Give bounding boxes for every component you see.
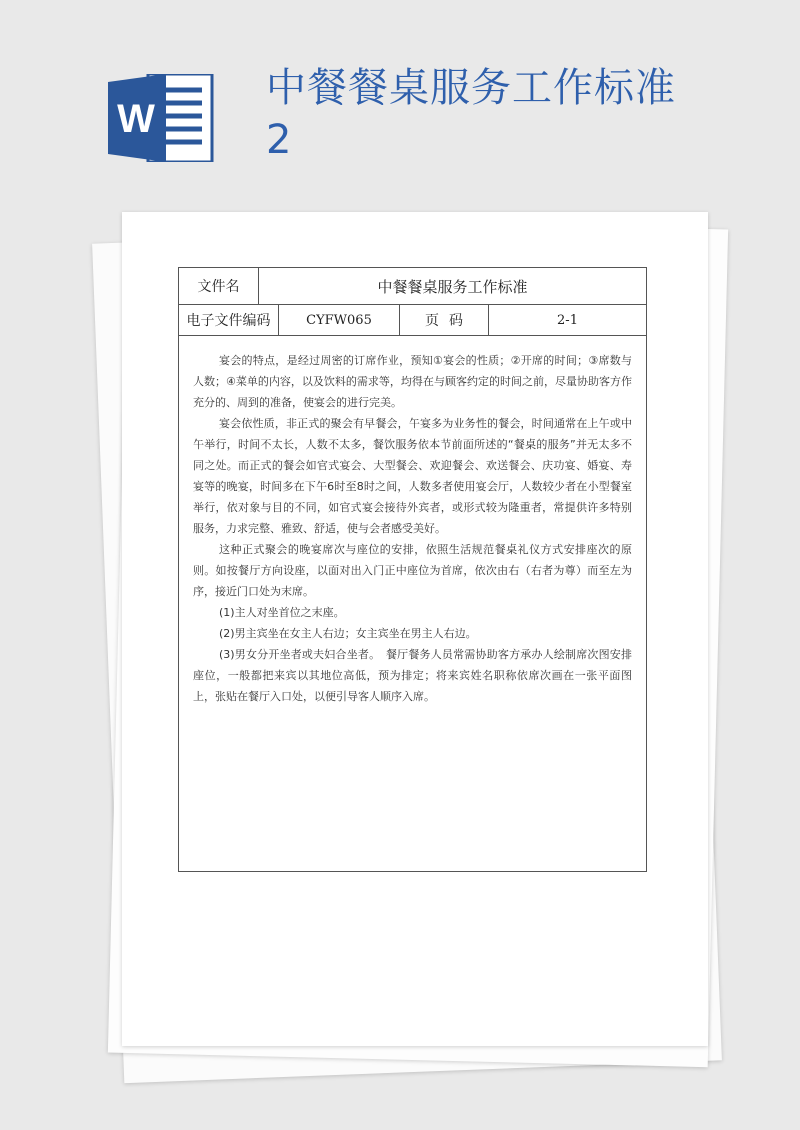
paragraph: (1)主人对坐首位之末座。 xyxy=(219,606,345,619)
table-row-file-name xyxy=(179,268,646,305)
title-line-1: 中餐餐桌服务工作标准 xyxy=(266,65,676,111)
title-line-2: 2 xyxy=(266,117,293,163)
paragraph: 宴会的特点，是经过周密的订席作业，预知①宴会的性质；②开席的时间；③席数与人数；④菜单的内容，以及饮料的需求等，均得在与顾客约定的时间之前，尽量协助客方作充分的、周到的准备，使宴会的进行完美。 xyxy=(193,354,632,409)
word-document-icon xyxy=(108,74,214,162)
paragraph: (3)男女分开坐者或夫妇合坐者。 餐厅餐务人员常需协助客方承办人绘制席次图安排座位，一般都把来宾以其地位高低，预为排定；将来宾姓名职称依席次画在一张平面图上，张贴在餐厅入口处，以便引导客人顺序入席。 xyxy=(193,648,632,703)
page-value: 2-1 xyxy=(557,312,578,328)
file-name-label: 文件名 xyxy=(179,268,259,304)
paragraph: 宴会依性质，非正式的聚会有早餐会，午宴多为业务性的餐会，时间通常在上午或中午举行，时间不太长，人数不太多，餐饮服务依本节前面所述的“餐桌的服务”并无太多不同之处。而正式的餐会如官式宴会、大型餐会、欢迎餐会、欢送餐会、庆功宴、婚宴、寿宴等的晚宴，时间多在下午6时至8时之间，人数多者使用宴会厅，人数较少者在小型餐室举行，依对象与目的不同，如官式宴会接待外宾者，或形式较为隆重者，常提供许多特别服务，力求完整、雅致、舒适，使与会者感受美好。 xyxy=(193,417,632,535)
word-icon-letter: W xyxy=(117,97,155,141)
table-row-code xyxy=(179,305,646,336)
document-title xyxy=(266,62,766,166)
document-table xyxy=(178,267,647,872)
code-value: CYFW065 xyxy=(279,305,400,335)
paragraph: (2)男主宾坐在女主人右边；女主宾坐在男主人右边。 xyxy=(219,627,477,640)
document-page xyxy=(122,212,708,1046)
document-body xyxy=(179,336,646,707)
code-label: 电子文件编码 xyxy=(179,305,279,335)
paragraph: 这种正式聚会的晚宴席次与座位的安排，依照生活规范餐桌礼仪方式安排座次的原则。如按餐厅方向设座，以面对出入门正中座位为首席，依次由右（右者为尊）而至左为序，接近门口处为末席。 xyxy=(193,543,632,598)
page-label: 页码 xyxy=(400,305,489,335)
file-name-value: 中餐餐桌服务工作标准 xyxy=(377,277,528,296)
